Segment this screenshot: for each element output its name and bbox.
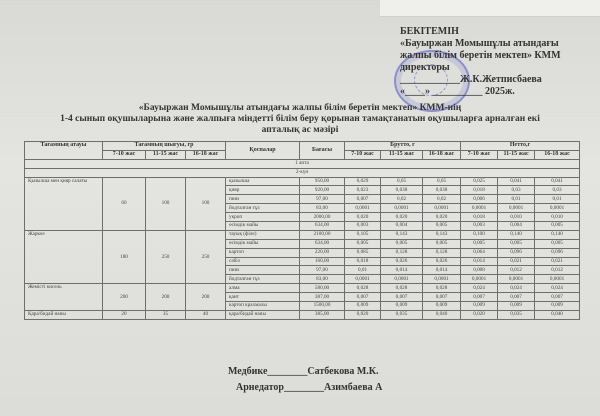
header-ingredients: Қоспалар [226, 142, 300, 160]
brutto-value: 0,005 [423, 222, 461, 231]
table-row [25, 284, 580, 293]
brutto-value: 0,007 [381, 293, 423, 302]
brutto-value: 0,026 [381, 257, 423, 266]
netto-value: 0,005 [461, 239, 498, 248]
header-brutto-age-2: 11-15 жас [381, 150, 423, 159]
header-yield-age-3: 16-18 жас [186, 150, 226, 159]
brutto-value: 0,007 [345, 195, 381, 204]
netto-value: 0,018 [461, 186, 498, 195]
netto-value: 0,03 [498, 186, 535, 195]
brutto-value: 0,040 [423, 310, 461, 319]
brutto-value: 0,028 [423, 284, 461, 293]
ingredient-price: 634,00 [300, 222, 345, 231]
ingredient-name: пияз [226, 266, 300, 275]
netto-value: 0,100 [461, 230, 498, 239]
netto-value: 0,007 [535, 293, 580, 302]
netto-value: 0,021 [535, 257, 580, 266]
dish-name: Қара/бидай наны [25, 310, 103, 319]
ingredient-price: 160,00 [300, 257, 345, 266]
ingredient-price: 920,00 [300, 186, 345, 195]
dish-yield: 200 [103, 284, 146, 311]
netto-value: 0,010 [535, 213, 580, 222]
netto-value: 0,035 [498, 310, 535, 319]
netto-value: 0,0001 [498, 204, 535, 213]
brutto-value: 0,005 [381, 239, 423, 248]
netto-value: 0,01 [498, 195, 535, 204]
brutto-value: 0,026 [423, 257, 461, 266]
brutto-value: 0,014 [381, 266, 423, 275]
approval-line-2: жалпы білім беретін мектеп» КММ [400, 50, 561, 61]
dish-yield: 20 [103, 310, 146, 319]
brutto-value: 0,005 [345, 239, 381, 248]
header-brutto-age-1: 7-10 жас [345, 150, 381, 159]
netto-value: 0,0001 [498, 275, 535, 284]
netto-value: 0,096 [498, 248, 535, 257]
netto-value: 0,0001 [535, 204, 580, 213]
approval-date: «____» __________ 2025ж. [400, 86, 515, 97]
approval-heading: БЕКІТЕМІН [400, 26, 459, 37]
dish-yield: 40 [186, 310, 226, 319]
netto-value: 0,005 [535, 222, 580, 231]
title-line-2: 1-4 сынып оқушыларына және жалпыға міндетті білім беру қорынан тамақтанатын оқушыларға арналған екі [60, 114, 540, 124]
brutto-value: 0,004 [381, 222, 423, 231]
header-yield-age-2: 11-15 жас [146, 150, 186, 159]
netto-value: 0,009 [498, 302, 535, 311]
brutto-value: 0,0001 [381, 275, 423, 284]
approval-block [400, 26, 595, 98]
netto-value: 0,009 [535, 302, 580, 311]
ingredient-price: 97,00 [300, 195, 345, 204]
dish-name: Қызылша мен қияр салаты [25, 177, 103, 230]
brutto-value: 0,005 [423, 239, 461, 248]
dish-name: Жаркое [25, 230, 103, 283]
netto-value: 0,021 [498, 257, 535, 266]
ingredient-price: 580,00 [300, 284, 345, 293]
dish-yield: 100 [186, 177, 226, 230]
tenant-signature: Арнедатор________Азимбаева А [236, 382, 383, 393]
brutto-value: 0,05 [381, 177, 423, 186]
day-label: 2-күн [25, 168, 580, 177]
brutto-value: 0,02 [423, 195, 461, 204]
ingredient-name: сәбіз [226, 257, 300, 266]
netto-value: 0,140 [498, 230, 535, 239]
brutto-value: 0,085 [345, 248, 381, 257]
ingredient-price: 220,00 [300, 248, 345, 257]
header-netto: Нетто,г [461, 142, 580, 151]
netto-value: 0,024 [461, 284, 498, 293]
netto-value: 0,004 [498, 222, 535, 231]
ingredient-name: укроп [226, 213, 300, 222]
brutto-value: 0,014 [423, 266, 461, 275]
header-brutto: Брутто, г [345, 142, 461, 151]
netto-value: 0,010 [498, 213, 535, 222]
netto-value: 0,020 [461, 310, 498, 319]
netto-value: 0,003 [461, 222, 498, 231]
ingredient-price: 2000,00 [300, 213, 345, 222]
approval-line-3: директоры [400, 62, 450, 73]
netto-value: 0,012 [498, 266, 535, 275]
dish-yield: 35 [146, 310, 186, 319]
netto-value: 0,03 [535, 186, 580, 195]
dish-yield: 250 [146, 230, 186, 283]
ingredient-name: өсімдік майы [226, 222, 300, 231]
netto-value: 0,140 [535, 230, 580, 239]
netto-value: 0,018 [461, 213, 498, 222]
brutto-value: 0,0001 [423, 204, 461, 213]
dish-yield: 200 [186, 284, 226, 311]
brutto-value: 0,009 [423, 302, 461, 311]
ingredient-price: 97,00 [300, 266, 345, 275]
netto-value: 0,0001 [461, 204, 498, 213]
netto-value: 0,005 [535, 239, 580, 248]
netto-value: 0,024 [535, 284, 580, 293]
ingredient-name: картоп крахмалы [226, 302, 300, 311]
ingredient-price: 385,00 [300, 310, 345, 319]
brutto-value: 0,105 [345, 230, 381, 239]
ingredient-name: йодталған тұз [226, 204, 300, 213]
netto-value: 0,014 [461, 257, 498, 266]
header-price: Бағасы [300, 142, 345, 160]
table-row [25, 230, 580, 239]
ingredient-price: 387,00 [300, 293, 345, 302]
dish-yield: 60 [103, 177, 146, 230]
ingredient-name: алма [226, 284, 300, 293]
brutto-value: 0,020 [423, 213, 461, 222]
ingredient-price: 83,00 [300, 275, 345, 284]
ingredient-price: 83,00 [300, 204, 345, 213]
brutto-value: 0,0001 [345, 204, 381, 213]
brutto-value: 0,05 [423, 177, 461, 186]
ingredient-name: тауық (філе) [226, 230, 300, 239]
approval-signer: ____________Ж.К.Жетписбаева [400, 74, 542, 85]
header-yield-age-1: 7-10 жас [103, 150, 146, 159]
brutto-value: 0,128 [381, 248, 423, 257]
netto-value: 0,007 [498, 293, 535, 302]
netto-value: 0,0001 [535, 275, 580, 284]
netto-value: 0,006 [461, 195, 498, 204]
brutto-value: 0,003 [345, 222, 381, 231]
netto-value: 0,009 [461, 302, 498, 311]
netto-value: 0,041 [498, 177, 535, 186]
dish-name: Жемісті кисель [25, 284, 103, 311]
paper-edge [380, 0, 600, 17]
ingredient-name: картоп [226, 248, 300, 257]
title-line-3: апталық ас мәзірі [261, 125, 339, 135]
dish-yield: 100 [146, 177, 186, 230]
netto-value: 0,041 [535, 177, 580, 186]
brutto-value: 0,128 [423, 248, 461, 257]
brutto-value: 0,038 [381, 186, 423, 195]
brutto-value: 0,038 [423, 186, 461, 195]
netto-value: 0,012 [535, 266, 580, 275]
brutto-value: 0,020 [345, 310, 381, 319]
approval-line-1: «Бауыржан Момышұлы атындағы [400, 38, 559, 49]
ingredient-name: қияр [226, 186, 300, 195]
dish-yield: 180 [103, 230, 146, 283]
table-row [25, 177, 580, 186]
brutto-value: 0,0001 [381, 204, 423, 213]
brutto-value: 0,007 [423, 293, 461, 302]
brutto-value: 0,007 [345, 293, 381, 302]
ingredient-price: 950,00 [300, 177, 345, 186]
ingredient-name: өсімдік майы [226, 239, 300, 248]
ingredient-price: 1500,00 [300, 302, 345, 311]
netto-value: 0,040 [535, 310, 580, 319]
brutto-value: 0,028 [345, 284, 381, 293]
brutto-value: 0,0001 [423, 275, 461, 284]
brutto-value: 0,0001 [345, 275, 381, 284]
brutto-value: 0,023 [345, 186, 381, 195]
week-label: 1 апта [25, 159, 580, 168]
netto-value: 0,0001 [461, 275, 498, 284]
netto-value: 0,008 [461, 266, 498, 275]
netto-value: 0,01 [535, 195, 580, 204]
title-line-1: «Бауыржан Момышұлы атындағы жалпы білім беретін мектеп» КММ-нің [138, 103, 462, 113]
netto-value: 0,024 [498, 284, 535, 293]
ingredient-price: 634,00 [300, 239, 345, 248]
netto-value: 0,005 [498, 239, 535, 248]
brutto-value: 0,02 [381, 195, 423, 204]
ingredient-name: пияз [226, 195, 300, 204]
brutto-value: 0,01 [345, 266, 381, 275]
header-netto-age-2: 11-15 жас [498, 150, 535, 159]
brutto-value: 0,020 [381, 213, 423, 222]
brutto-value: 0,029 [345, 177, 381, 186]
header-brutto-age-3: 16-18 жас [423, 150, 461, 159]
brutto-value: 0,018 [345, 257, 381, 266]
brutto-value: 0,143 [381, 230, 423, 239]
dish-yield: 200 [146, 284, 186, 311]
ingredient-name: қызылша [226, 177, 300, 186]
brutto-value: 0,143 [423, 230, 461, 239]
header-dish-name: Тағамның атауы [25, 142, 103, 160]
ingredient-name: йодталған тұз [226, 275, 300, 284]
netto-value: 0,007 [461, 293, 498, 302]
brutto-value: 0,035 [381, 310, 423, 319]
header-yield: Тағамның шығуы, гр [103, 142, 226, 151]
dish-yield: 250 [186, 230, 226, 283]
ingredient-name: қара/бидай наны [226, 310, 300, 319]
header-netto-age-3: 16-18 жас [535, 150, 580, 159]
menu-table [24, 141, 580, 320]
ingredient-name: қант [226, 293, 300, 302]
brutto-value: 0,009 [381, 302, 423, 311]
netto-value: 0,025 [461, 177, 498, 186]
ingredient-price: 2100,00 [300, 230, 345, 239]
medic-signature: Медбике________Сатбекова М.К. [228, 366, 379, 377]
document-title [20, 103, 580, 136]
brutto-value: 0,020 [345, 213, 381, 222]
header-netto-age-1: 7-10 жас [461, 150, 498, 159]
netto-value: 0,064 [461, 248, 498, 257]
netto-value: 0,096 [535, 248, 580, 257]
brutto-value: 0,028 [381, 284, 423, 293]
table-row [25, 310, 580, 319]
brutto-value: 0,009 [345, 302, 381, 311]
